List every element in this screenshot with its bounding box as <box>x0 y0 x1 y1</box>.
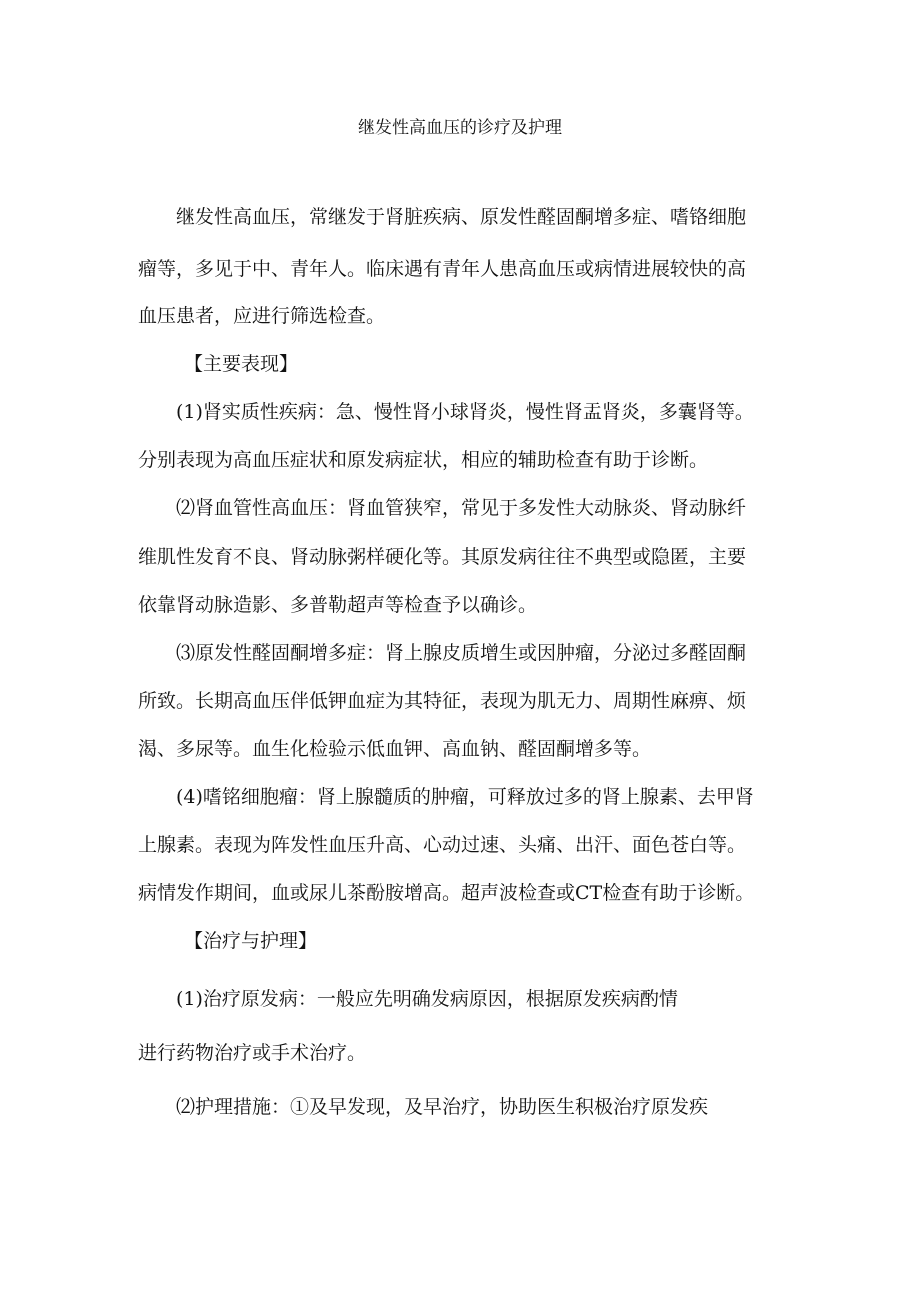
text-line: ⑵护理措施：①及早发现，及早治疗，协助医生积极治疗原发疾 <box>176 1096 709 1118</box>
text-line: 瘤等，多见于中、青年人。临床遇有青年人患高血压或病情进展较快的高 <box>138 258 747 280</box>
text-line: 继发性高血压，常继发于肾脏疾病、原发性醛固酮增多症、嗜铬细胞 <box>176 206 747 228</box>
text-line: 所致。长期高血压伴低钾血症为其特征，表现为肌无力、周期性麻痹、烦 <box>138 690 747 712</box>
text-line: 血压患者，应进行筛选检查。 <box>138 305 386 327</box>
text-line: 上腺素。表现为阵发性血压升高、心动过速、头痛、出汗、面色苍白等。 <box>138 834 747 856</box>
text-line: ⑵肾血管性高血压：肾血管狭窄，常见于多发性大动脉炎、肾动脉纤 <box>176 497 747 519</box>
text-line: 分别表现为高血压症状和原发病症状，相应的辅助检查有助于诊断。 <box>138 449 709 471</box>
text-line: 进行药物治疗或手术治疗。 <box>138 1042 367 1064</box>
section-heading: 【治疗与护理】 <box>184 930 318 952</box>
text-line: ⑶原发性醛固酮增多症：肾上腺皮质增生或因肿瘤，分泌过多醛固酮 <box>176 642 747 664</box>
text-line: (4)嗜铭细胞瘤：肾上腺髓质的肿瘤，可释放过多的肾上腺素、去甲肾 <box>176 786 754 808</box>
text-line: 渴、多尿等。血生化检验示低血钾、高血钠、醛固酮增多等。 <box>138 738 652 760</box>
text-line: 维肌性发育不良、肾动脉粥样硬化等。其原发病往往不典型或隐匿，主要 <box>138 546 747 568</box>
text-line: 依靠肾动脉造影、多普勒超声等检查予以确诊。 <box>138 594 538 616</box>
text-line: (1)治疗原发病：一般应先明确发病原因，根据原发疾病酌情 <box>176 988 678 1010</box>
text-line: 病情发作期间，血或尿儿茶酚胺增高。超声波检查或CT检查有助于诊断。 <box>138 882 755 904</box>
document-title: 继发性高血压的诊疗及护理 <box>358 118 562 138</box>
section-heading: 【主要表现】 <box>184 353 299 375</box>
text-line: (1)肾实质性疾病：急、慢性肾小球肾炎，慢性肾盂肾炎，多囊肾等。 <box>176 401 754 423</box>
